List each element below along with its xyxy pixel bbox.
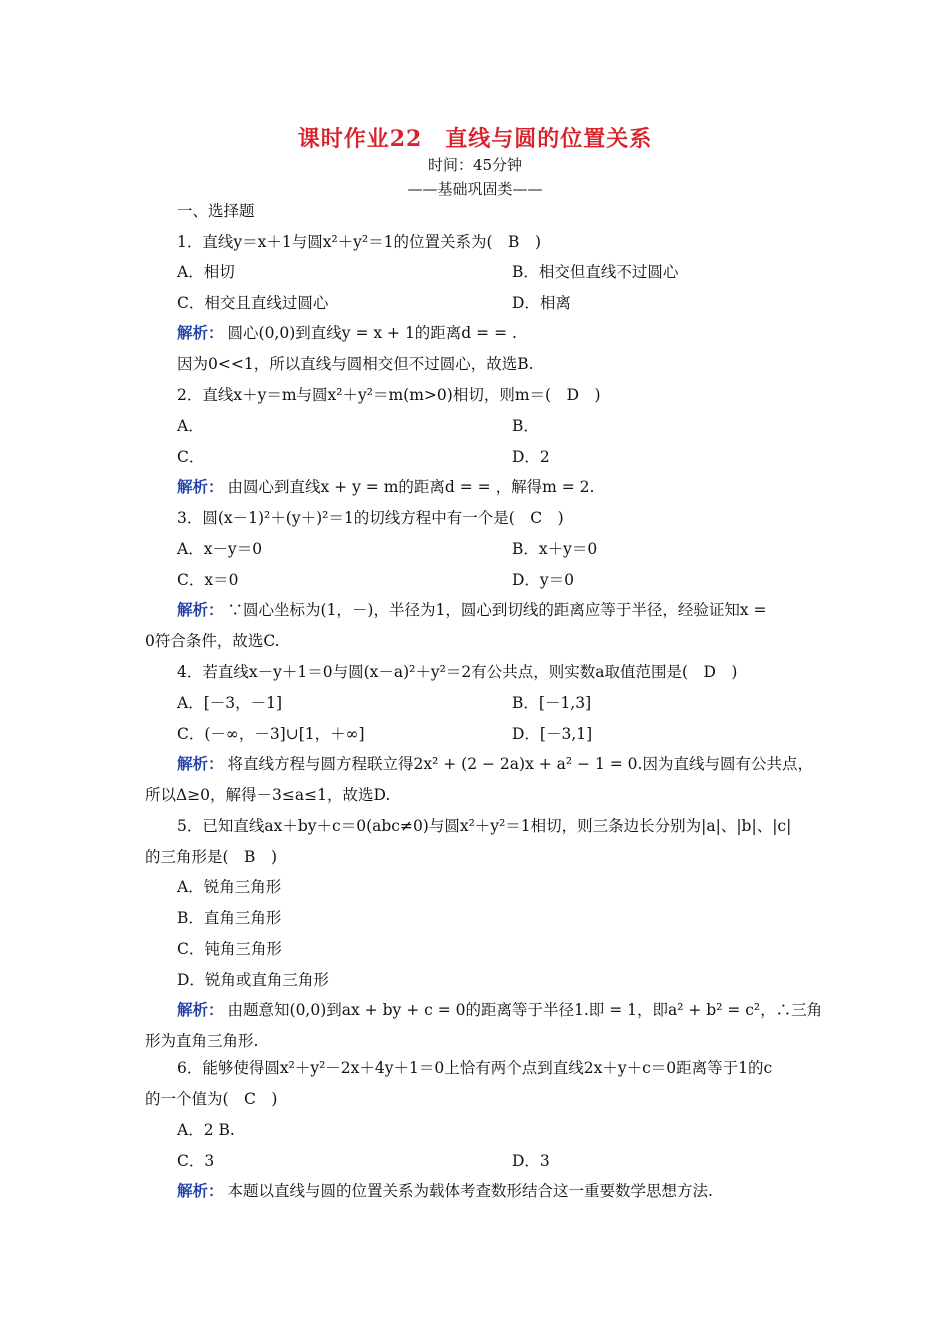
analysis-label: 解析： bbox=[177, 323, 224, 342]
question-5-stem-cont: 的三角形是( B ) bbox=[145, 848, 277, 866]
question-2-option-d: D．2 bbox=[512, 448, 550, 466]
question-5-option-a: A．锐角三角形 bbox=[177, 878, 282, 896]
analysis-text: 圆心(0,0)到直线y = x + 1的距离d = = . bbox=[227, 324, 517, 342]
analysis-label: 解析： bbox=[177, 1000, 224, 1019]
question-6-option-ab: A．2 B. bbox=[177, 1121, 235, 1139]
question-6-option-d: D．3 bbox=[512, 1152, 550, 1170]
question-5-analysis-cont: 形为直角三角形. bbox=[145, 1032, 259, 1050]
analysis-text: ∵圆心坐标为(1，－)，半径为1，圆心到切线的距离应等于半径，经验证知x = bbox=[227, 601, 767, 619]
analysis-text: 本题以直线与圆的位置关系为载体考查数形结合这一重要数学思想方法. bbox=[227, 1182, 713, 1200]
question-5-stem: 5．已知直线ax＋by＋c＝0(abc≠0)与圆x²＋y²＝1相切，则三条边长分别为|a|、|b|、|c| bbox=[177, 817, 792, 835]
question-3-option-b: B．x＋y＝0 bbox=[512, 540, 598, 558]
question-4-analysis-cont: 所以Δ≥0，解得－3≤a≤1，故选D. bbox=[145, 786, 391, 804]
question-1-option-b: B．相交但直线不过圆心 bbox=[512, 263, 679, 281]
question-1-option-d: D．相离 bbox=[512, 294, 571, 312]
question-1-analysis bbox=[177, 323, 517, 343]
question-3-stem: 3．圆(x－1)²＋(y＋)²＝1的切线方程中有一个是( C ) bbox=[177, 509, 564, 527]
question-2-stem: 2．直线x＋y＝m与圆x²＋y²＝m(m>0)相切，则m＝( D ) bbox=[177, 386, 601, 404]
question-6-option-c: C．3 bbox=[177, 1152, 215, 1170]
question-2-option-a: A． bbox=[177, 417, 204, 435]
time-limit: 时间：45分钟 bbox=[427, 156, 523, 174]
analysis-label: 解析： bbox=[177, 754, 224, 773]
question-4-option-a: A．[－3，－1] bbox=[177, 694, 283, 712]
analysis-text: 将直线方程与圆方程联立得2x² + (2 − 2a)x + a² − 1 = 0.因为直线与圆有公共点， bbox=[227, 755, 813, 773]
question-1-option-a: A．相切 bbox=[177, 263, 235, 281]
question-5-option-c: C．钝角三角形 bbox=[177, 940, 282, 958]
question-4-analysis bbox=[177, 754, 813, 774]
question-3-option-c: C．x＝0 bbox=[177, 571, 239, 589]
question-5-option-b: B．直角三角形 bbox=[177, 909, 282, 927]
question-2-analysis bbox=[177, 477, 594, 497]
question-3-option-a: A．x－y＝0 bbox=[177, 540, 263, 558]
analysis-text: 由题意知(0,0)到ax + by + c = 0的距离等于半径1.即 = 1，即a² + b² = c²，∴三角 bbox=[227, 1001, 823, 1019]
question-6-analysis bbox=[177, 1181, 713, 1201]
question-1-option-c: C．相交且直线过圆心 bbox=[177, 294, 329, 312]
section-heading: 一、选择题 bbox=[177, 202, 255, 220]
question-4-stem: 4．若直线x－y＋1＝0与圆(x－a)²＋y²＝2有公共点，则实数a取值范围是( D ) bbox=[177, 663, 738, 681]
question-1-stem: 1．直线y＝x＋1与圆x²＋y²＝1的位置关系为( B ) bbox=[177, 233, 541, 251]
question-3-analysis bbox=[177, 600, 767, 620]
question-4-option-c: C．(－∞，－3]∪[1，＋∞] bbox=[177, 725, 365, 743]
question-5-option-d: D．锐角或直角三角形 bbox=[177, 971, 329, 989]
question-6-stem-cont: 的一个值为( C ) bbox=[145, 1090, 278, 1108]
analysis-text: 由圆心到直线x + y = m的距离d = = ，解得m = 2. bbox=[227, 478, 595, 496]
analysis-label: 解析： bbox=[177, 477, 224, 496]
page-title: 课时作业22 直线与圆的位置关系 bbox=[297, 126, 653, 152]
question-1-analysis-cont: 因为0<<1，所以直线与圆相交但不过圆心，故选B. bbox=[177, 355, 534, 373]
analysis-label: 解析： bbox=[177, 600, 224, 619]
question-3-analysis-cont: 0符合条件，故选C. bbox=[145, 632, 280, 650]
question-3-option-d: D．y＝0 bbox=[512, 571, 575, 589]
question-2-option-c: C． bbox=[177, 448, 205, 466]
question-4-option-b: B．[－1,3] bbox=[512, 694, 592, 712]
question-2-option-b: B． bbox=[512, 417, 539, 435]
analysis-label: 解析： bbox=[177, 1181, 224, 1200]
question-6-stem: 6．能够使得圆x²＋y²－2x＋4y＋1＝0上恰有两个点到直线2x＋y＋c＝0距离等于1的c bbox=[177, 1059, 773, 1077]
question-5-analysis bbox=[177, 1000, 822, 1020]
question-4-option-d: D．[－3,1] bbox=[512, 725, 593, 743]
category-heading: ——基础巩固类—— bbox=[407, 180, 543, 198]
